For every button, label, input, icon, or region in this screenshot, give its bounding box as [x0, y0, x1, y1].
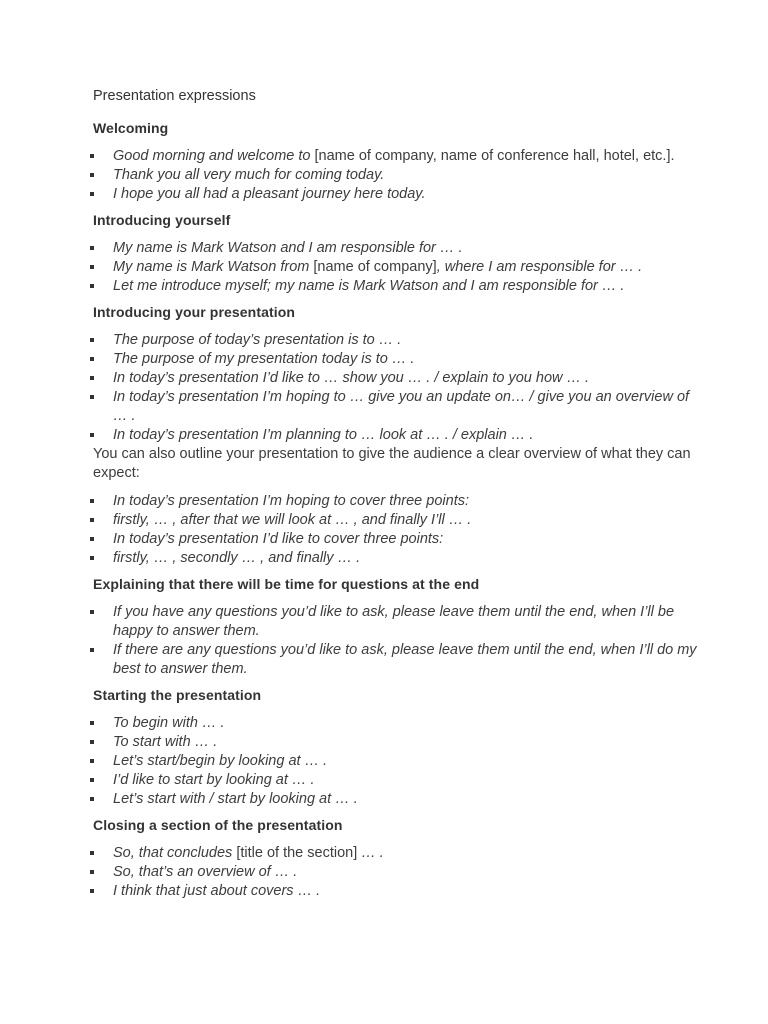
- bullet-icon: [90, 395, 94, 399]
- bullet-icon: [90, 433, 94, 437]
- bullet-icon: [90, 889, 94, 893]
- bullet-list: [93, 492, 698, 568]
- section-heading: Introducing your presentation: [93, 304, 296, 320]
- text-run: In today’s presentation I’m planning to … look at … . / explain … .: [113, 427, 534, 443]
- text-run: If you have any questions you’d like to ask, please leave them until the end, when I’ll be happy to answer them.: [113, 604, 675, 639]
- bullet-icon: [90, 376, 94, 380]
- list-item: [93, 549, 698, 568]
- list-item: [93, 369, 698, 388]
- text-run: … .: [357, 845, 384, 861]
- document-body: [93, 119, 698, 901]
- text-run: I think that just about covers … .: [113, 883, 321, 899]
- bullet-icon: [90, 246, 94, 250]
- section-heading: Introducing yourself: [93, 212, 231, 228]
- list-item: [93, 388, 698, 426]
- bullet-icon: [90, 518, 94, 522]
- list-item: [93, 771, 698, 790]
- section-heading: Closing a section of the presentation: [93, 817, 343, 833]
- list-item: [93, 492, 698, 511]
- bullet-icon: [90, 537, 94, 541]
- bullet-icon: [90, 778, 94, 782]
- text-run: The purpose of today’s presentation is to … .: [113, 332, 402, 348]
- text-run: firstly, … , after that we will look at … , and finally I’ll … .: [113, 512, 472, 528]
- list-item: [93, 239, 698, 258]
- text-run: [name of company, name of conference hall, hotel, etc.].: [314, 148, 675, 164]
- text-run: [name of company]: [313, 259, 437, 275]
- list-item: [93, 166, 698, 185]
- list-item: [93, 733, 698, 752]
- text-run: In today’s presentation I’d like to … show you … . / explain to you how … .: [113, 370, 590, 386]
- bullet-icon: [90, 284, 94, 288]
- bullet-icon: [90, 851, 94, 855]
- list-item: [93, 350, 698, 369]
- list-item: [93, 426, 698, 445]
- text-run: So, that’s an overview of … .: [113, 864, 298, 880]
- list-item: [93, 641, 698, 679]
- text-run: Let’s start with / start by looking at … .: [113, 791, 358, 807]
- list-item: [93, 331, 698, 350]
- list-item: [93, 844, 698, 863]
- list-item: [93, 511, 698, 530]
- list-item: [93, 863, 698, 882]
- text-run: Thank you all very much for coming today.: [113, 167, 385, 183]
- text-run: [title of the section]: [236, 845, 358, 861]
- bullet-list: [93, 239, 698, 296]
- text-run: The purpose of my presentation today is to … .: [113, 351, 415, 367]
- bullet-icon: [90, 192, 94, 196]
- text-run: firstly, … , secondly … , and finally … .: [113, 550, 361, 566]
- bullet-icon: [90, 740, 94, 744]
- bullet-icon: [90, 154, 94, 158]
- list-item: [93, 752, 698, 771]
- list-item: [93, 277, 698, 296]
- list-item: [93, 258, 698, 277]
- list-item: [93, 147, 698, 166]
- document-title: Presentation expressions: [93, 88, 256, 104]
- text-run: My name is Mark Watson and I am responsible for … .: [113, 240, 463, 256]
- text-run: I hope you all had a pleasant journey here today.: [113, 186, 426, 202]
- section-heading: Starting the presentation: [93, 687, 262, 703]
- bullet-icon: [90, 265, 94, 269]
- bullet-icon: [90, 499, 94, 503]
- text-run: To begin with … .: [113, 715, 225, 731]
- bullet-icon: [90, 759, 94, 763]
- text-run: My name is Mark Watson from: [113, 259, 314, 275]
- text-run: In today’s presentation I’m hoping to … give you an update on… / give you an overview of … .: [113, 389, 690, 424]
- bullet-icon: [90, 648, 94, 652]
- section-heading: Explaining that there will be time for questions at the end: [93, 576, 480, 592]
- list-item: [93, 790, 698, 809]
- text-run: Let’s start/begin by looking at … .: [113, 753, 328, 769]
- text-run: If there are any questions you’d like to ask, please leave them until the end, when I’ll do my best to answer them.: [113, 642, 697, 677]
- text-run: In today’s presentation I’m hoping to cover three points:: [113, 493, 470, 509]
- bullet-icon: [90, 870, 94, 874]
- text-run: Good morning and welcome to: [113, 148, 315, 164]
- bullet-list: [93, 331, 698, 445]
- text-run: , where I am responsible for … .: [436, 259, 643, 275]
- text-run: I’d like to start by looking at … .: [113, 772, 315, 788]
- bullet-icon: [90, 610, 94, 614]
- body-paragraph: You can also outline your presentation to give the audience a clear overview of what they can expect:: [93, 446, 691, 481]
- bullet-icon: [90, 357, 94, 361]
- text-run: Let me introduce myself; my name is Mark Watson and I am responsible for … .: [113, 278, 625, 294]
- bullet-icon: [90, 797, 94, 801]
- bullet-icon: [90, 721, 94, 725]
- list-item: [93, 714, 698, 733]
- bullet-list: [93, 147, 698, 204]
- bullet-icon: [90, 173, 94, 177]
- list-item: [93, 882, 698, 901]
- text-run: In today’s presentation I’d like to cover three points:: [113, 531, 444, 547]
- section-heading: Welcoming: [93, 120, 169, 136]
- bullet-list: [93, 844, 698, 901]
- text-run: So, that concludes: [113, 845, 237, 861]
- bullet-list: [93, 603, 698, 679]
- bullet-list: [93, 714, 698, 809]
- text-run: To start with … .: [113, 734, 218, 750]
- list-item: [93, 603, 698, 641]
- list-item: [93, 185, 698, 204]
- bullet-icon: [90, 338, 94, 342]
- bullet-icon: [90, 556, 94, 560]
- list-item: [93, 530, 698, 549]
